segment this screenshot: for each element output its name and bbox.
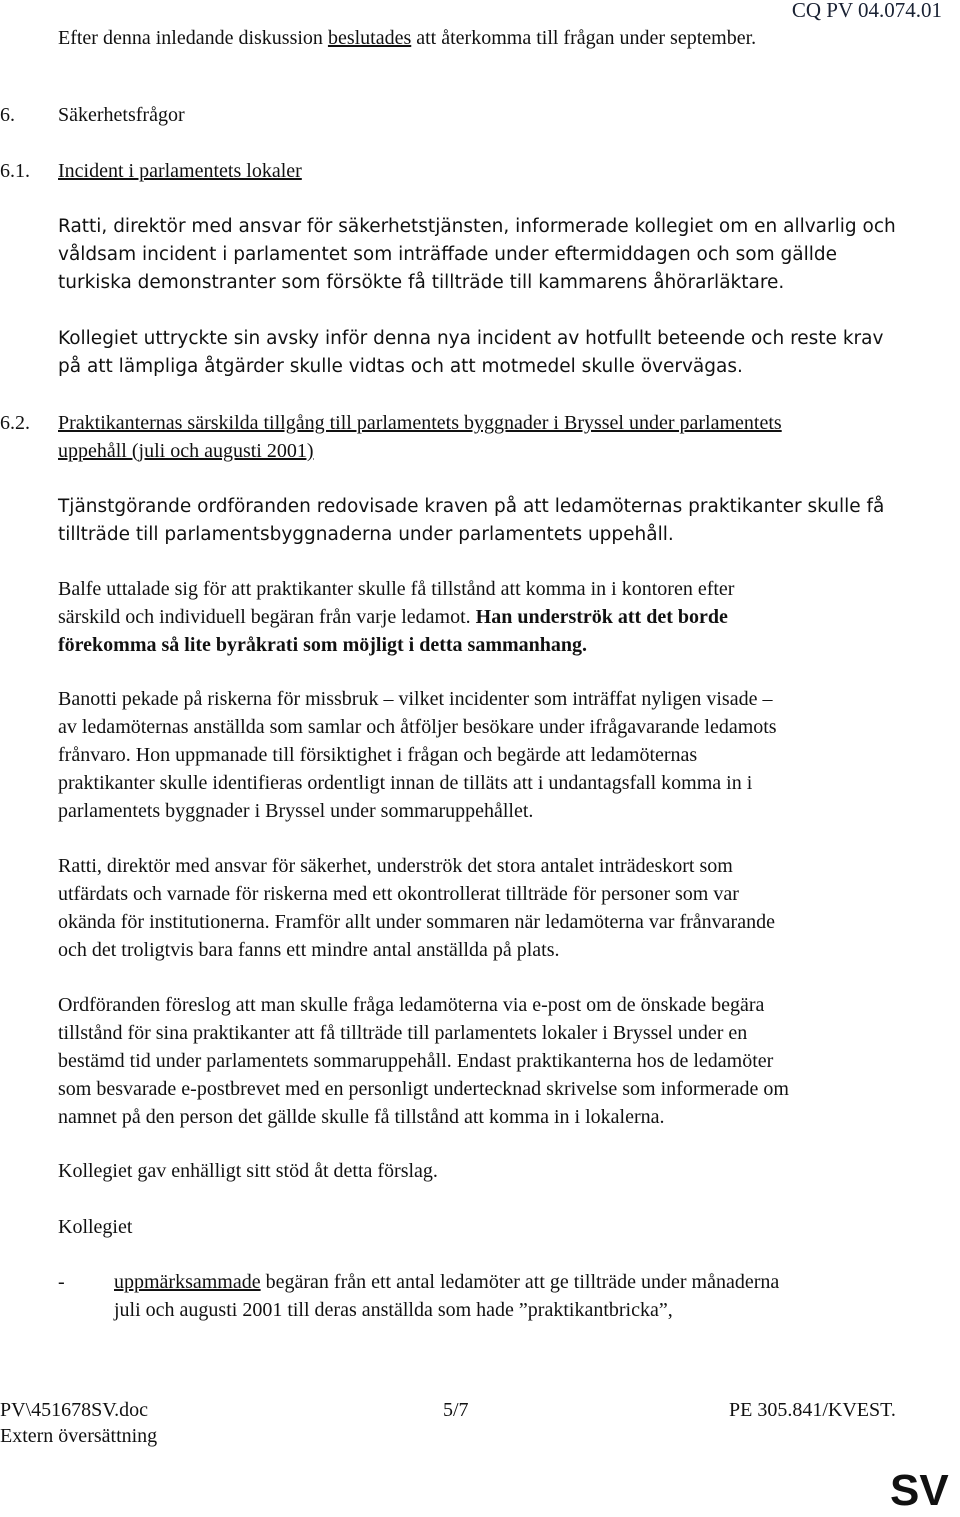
list-bullet: -	[58, 1271, 65, 1293]
section-6-2-paragraph-1: Tjänstgörande ordföranden redovisade kraven på att ledamöternas praktikanter skulle få tillträde till parlamentsbyggnaderna under parlamentets uppehåll.	[58, 496, 885, 545]
section-6-2-title: Praktikanternas särskilda tillgång till parlamentets byggnader i Bryssel under parlamentets uppehåll (juli och augusti 2001)	[58, 412, 782, 462]
section-6-1-paragraph-2: Kollegiet uttryckte sin avsky inför denna nya incident av hotfullt beteende och reste krav på att lämpliga åtgärder skulle vidtas och att motmedel skulle övervägas.	[58, 328, 884, 377]
section-6-2-number: 6.2.	[0, 412, 30, 434]
footer-reference: PE 305.841/KVEST.	[729, 1399, 896, 1421]
footer-page-number: 5/7	[443, 1399, 469, 1421]
section-6-1-number: 6.1.	[0, 160, 30, 182]
section-6-1-title: Incident i parlamentets lokaler	[58, 160, 302, 182]
section-6-2-paragraph-6: Kollegiet gav enhälligt sitt stöd åt detta förslag.	[58, 1160, 438, 1182]
section-6-2-paragraph-2: Balfe uttalade sig för att praktikanter skulle få tillstånd att komma in i kontoren efter särskild och individuell begäran från varje ledamot. Han underströk att det borde förekomma så lite byråkrati som möjligt i detta sammanhang.	[58, 578, 735, 656]
section-6-2-paragraph-5: Ordföranden föreslog att man skulle fråga ledamöterna via e-post om de önskade begära tillstånd för sina praktikanter att få tillträde till parlamentets lokaler i Bryssel under en bestämd tid under parlamentets sommaruppehåll. Endast praktikanterna hos de ledamöter som besvarade e-postbrevet med en personligt undertecknad skrivelse som informerade om namnet på den person det gällde skulle få tillstånd att komma in i lokalerna.	[58, 994, 789, 1128]
section-6-1-paragraph-1: Ratti, direktör med ansvar för säkerhetstjänsten, informerade kollegiet om en allvarlig och våldsam incident i parlamentet som inträffade under eftermiddagen och som gällde turkiska demonstranter som försökte få tillträde till kammarens åhörarläktare.	[58, 216, 896, 293]
section-6-2-paragraph-7: Kollegiet	[58, 1216, 133, 1238]
section-6-2-paragraph-3: Banotti pekade på riskerna för missbruk – vilket incidenter som inträffat nyligen visade – av ledamöternas anställda som samlar och åtföljer besökare under ifrågavarande ledamots frånvaro. Hon uppmanade till försiktighet i frågan och begärde att ledamöternas praktikanter skulle identifieras ordentligt innan de tilläts att i undantagsfall komma in i parlamentets byggnader i Bryssel under sommaruppehållet.	[58, 688, 777, 822]
emphasis-text: Han underströk att det borde	[475, 606, 728, 628]
intro-text: Efter denna inledande diskussion beslutades att återkomma till frågan under september.	[58, 27, 757, 49]
footer-translation-note: Extern översättning	[0, 1425, 158, 1447]
section-6-number: 6.	[0, 104, 15, 126]
section-6-title: Säkerhetsfrågor	[58, 104, 185, 126]
section-6-2-paragraph-4: Ratti, direktör med ansvar för säkerhet, underströk det stora antalet inträdeskort som utfärdats och varnade för riskerna med ett okontrollerat tillträde för personer som var okända för institutionerna. Framför allt under sommaren när ledamöterna var frånvarande och det troligtvis bara fanns ett mindre antal anställda på plats.	[58, 855, 775, 961]
list-item: uppmärksammade begäran från ett antal ledamöter att ge tillträde under månaderna juli och augusti 2001 till deras anställda som hade ”praktikantbricka”,	[114, 1271, 780, 1321]
intro-underlined-word: beslutades	[327, 27, 412, 49]
footer-filename: PV\451678SV.doc	[0, 1399, 148, 1421]
footer-language-code: SV	[890, 1466, 949, 1515]
document-code: CQ PV 04.074.01	[791, 0, 942, 22]
list-item-underlined-word: uppmärksammade	[114, 1271, 261, 1293]
